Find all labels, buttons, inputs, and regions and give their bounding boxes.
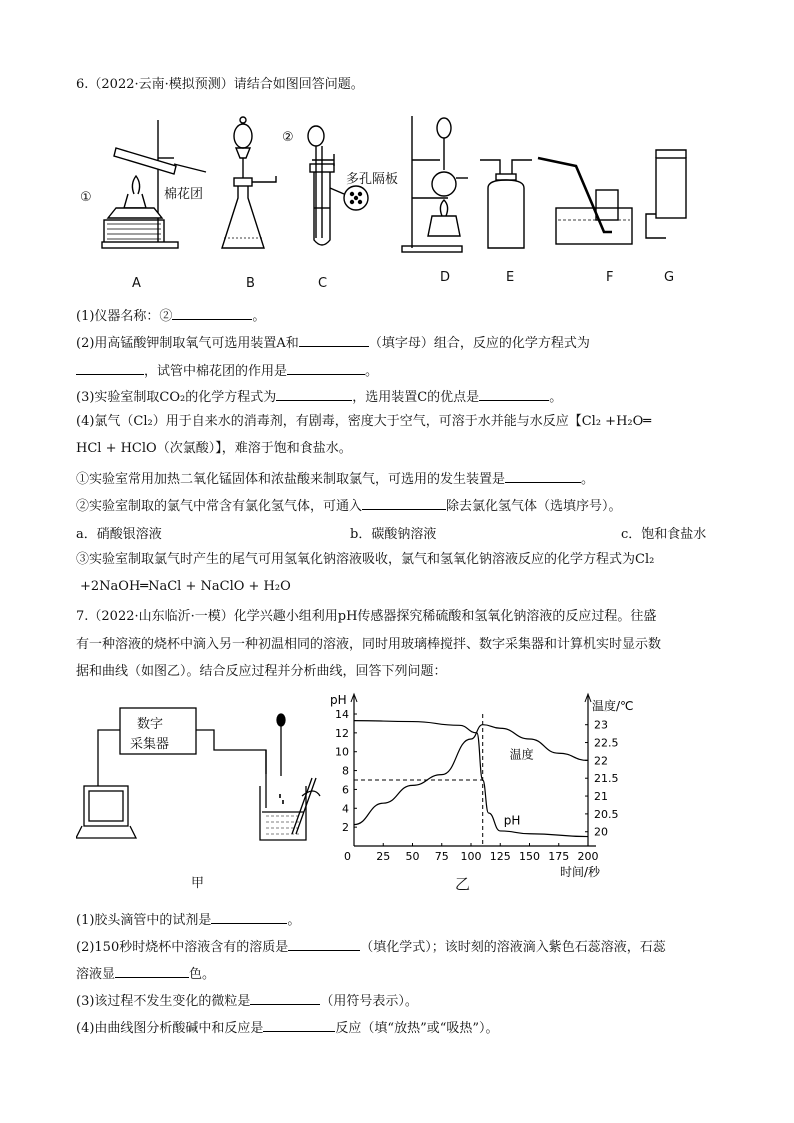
x-tick-label: 0 — [344, 850, 351, 863]
answer-blank[interactable] — [250, 990, 320, 1005]
y2-tick-label: 22 — [594, 754, 608, 768]
answer-blank[interactable] — [263, 1017, 335, 1032]
apparatus-d — [402, 116, 468, 252]
answer-blank[interactable] — [505, 468, 581, 483]
apparatus-figure — [76, 108, 716, 298]
series-label-ph: pH — [503, 813, 521, 828]
answer-blank[interactable] — [287, 360, 365, 375]
y2-tick-label: 20.5 — [594, 807, 619, 821]
apparatus-b — [222, 117, 276, 248]
answer-blank[interactable] — [211, 909, 287, 924]
x-tick-label: 200 — [577, 850, 599, 863]
x-tick-label: 75 — [434, 850, 449, 863]
x-tick-label: 175 — [548, 850, 570, 863]
q6-title: 6.（2022·云南·模拟预测）请结合如图回答问题。 — [76, 77, 364, 92]
answer-blank[interactable] — [76, 360, 144, 375]
y-tick-label: 12 — [335, 726, 349, 740]
y2-tick-label: 21.5 — [594, 772, 619, 786]
ph-series-line — [354, 721, 588, 837]
y-tick-label: 6 — [342, 783, 349, 797]
option-c: c．饱和食盐水 — [621, 527, 707, 542]
label-e: E — [506, 270, 515, 285]
collector-label-2: 采集器 — [130, 737, 170, 752]
setup-figure — [76, 700, 326, 860]
q6-part2: (2)用高锰酸钾制取氧气可选用装置A和 （填字母）组合，反应的化学方程式为 — [76, 332, 590, 353]
q6-part5: ①实验室常用加热二氧化锰固体和浓盐酸来制取氯气，可选用的发生装置是 。 — [76, 468, 594, 489]
y-tick-label: 8 — [342, 764, 349, 778]
q6-part4-cont: HCl + HClO（次氯酸）】，难溶于饱和食盐水。 — [76, 441, 352, 456]
label-b: B — [246, 276, 255, 291]
x-tick-label: 100 — [460, 850, 482, 863]
apparatus-e — [480, 160, 532, 248]
q6-part6: ②实验室制取的氯气中常含有氯化氢气体，可通入 除去氯化氢气体（选填序号）。 — [76, 495, 622, 516]
label-g: G — [664, 270, 675, 285]
answer-blank[interactable] — [172, 305, 252, 320]
y-axis-label: pH — [330, 693, 347, 707]
q6-part4: (4)氯气（Cl₂）用于自来水的消毒剂，有剧毒，密度大于空气，可溶于水并能与水反应【Cl₂ +H₂O═ — [76, 414, 652, 429]
q7-part2-cont: 溶液显 色。 — [76, 963, 215, 984]
y2-axis-label: 温度/℃ — [592, 699, 634, 713]
answer-blank[interactable] — [276, 386, 352, 401]
label-f: F — [606, 270, 614, 285]
temperature-series-line — [354, 725, 588, 828]
x-tick-label: 50 — [405, 850, 420, 863]
cotton-label: 棉花团 — [164, 187, 204, 202]
y2-tick-label: 20 — [594, 825, 608, 839]
ph-temperature-chart — [326, 690, 666, 890]
answer-blank[interactable] — [288, 936, 360, 951]
x-axis-label: 时间/秒 — [560, 865, 601, 879]
answer-blank[interactable] — [299, 332, 369, 347]
label-d: D — [440, 270, 451, 285]
figure-jia-label: 甲 — [191, 876, 205, 891]
q7-part2: (2)150秒时烧杯中溶液含有的溶质是 （填化学式）；该时刻的溶液滴入紫色石蕊溶液，石蕊 — [76, 936, 666, 957]
label-a: A — [132, 276, 141, 291]
collector-label-1: 数字 — [137, 717, 164, 732]
apparatus-g — [646, 150, 686, 238]
q6-part3: (3)实验室制取CO₂的化学方程式为 ，选用装置C的优点是 。 — [76, 386, 562, 407]
y-tick-label: 4 — [342, 802, 349, 816]
y-tick-label: 14 — [335, 708, 349, 721]
q7-part3: (3)该过程不发生变化的微粒是 （用符号表示）。 — [76, 990, 418, 1011]
answer-blank[interactable] — [362, 495, 446, 510]
option-b: b．碳酸钠溶液 — [350, 527, 437, 542]
marker-2: ② — [282, 130, 294, 145]
q7-part4: (4)由曲线图分析酸碱中和反应是 反应（填“放热”或“吸热”）。 — [76, 1017, 499, 1038]
q7-intro-3: 据和曲线（如图乙）。结合反应过程并分析曲线，回答下列问题： — [76, 664, 447, 679]
q6-part1: (1)仪器名称：② 。 — [76, 305, 265, 326]
label-c: C — [318, 276, 328, 291]
q7-part1: (1)胶头滴管中的试剂是 。 — [76, 909, 300, 930]
q6-part7-cont: +2NaOH═NaCl + NaClO + H₂O — [80, 579, 291, 594]
y-tick-label: 10 — [335, 745, 349, 759]
figure-yi-label: 乙 — [455, 875, 471, 893]
q7-intro-2: 有一种溶液的烧杯中滴入另一种初温相同的溶液，同时用玻璃棒搅拌、数字采集器和计算机实时显示数 — [76, 637, 662, 652]
q7-intro-1: 7.（2022·山东临沂·一模）化学兴趣小组利用pH传感器探究稀硫酸和氢氧化钠溶液的反应过程。往盛 — [76, 609, 657, 624]
answer-blank[interactable] — [479, 386, 549, 401]
apparatus-f — [538, 158, 632, 244]
y2-tick-label: 23 — [594, 718, 608, 732]
answer-blank[interactable] — [115, 963, 189, 978]
y-tick-label: 2 — [342, 821, 349, 835]
q6-part7: ③实验室制取氯气时产生的尾气可用氢氧化钠溶液吸收，氯气和氢氧化钠溶液反应的化学方程式为Cl₂ — [76, 552, 655, 567]
x-tick-label: 150 — [519, 850, 540, 863]
option-a: a．硝酸银溶液 — [76, 527, 162, 542]
series-label-temperature: 温度 — [509, 747, 534, 762]
q6-part2-cont: ，试管中棉花团的作用是 。 — [76, 360, 378, 381]
y2-tick-label: 22.5 — [594, 736, 619, 750]
marker-1: ① — [80, 190, 92, 205]
x-tick-label: 25 — [376, 850, 391, 863]
porous-plate-label: 多孔隔板 — [346, 172, 399, 187]
x-tick-label: 125 — [489, 850, 511, 863]
y2-tick-label: 21 — [594, 790, 608, 804]
